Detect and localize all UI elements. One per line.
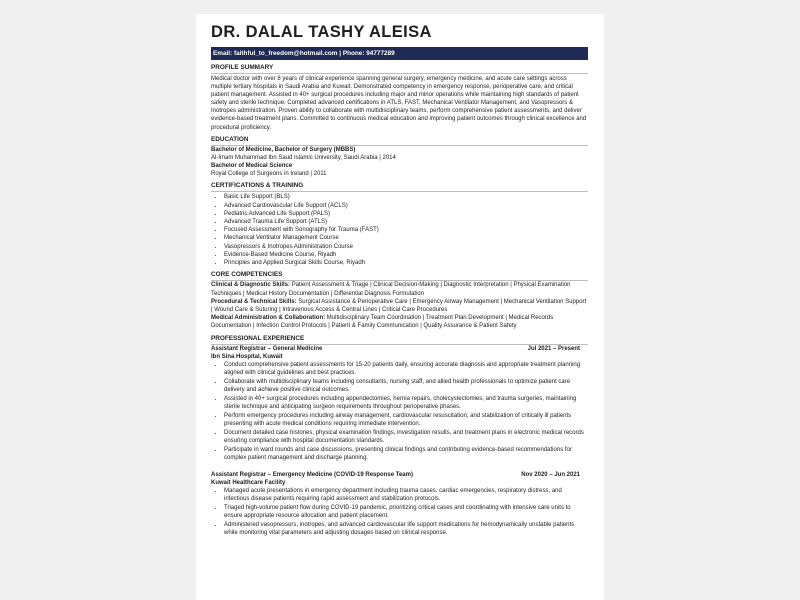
section-heading-education: EDUCATION <box>211 136 588 146</box>
certification-item: • Advanced Trauma Life Support (ATLS) <box>224 218 588 226</box>
job-title: Assistant Registrar – General Medicine <box>211 345 323 352</box>
certification-item: • Mechanical Ventilator Management Course <box>224 234 588 242</box>
section-heading-experience: PROFESSIONAL EXPERIENCE <box>211 335 588 345</box>
job-bullets <box>211 362 588 463</box>
job-bullet: • Participate in ward rounds and case discussions, presenting clinical findings and contributing evidence-based recommendations for complex patient management and discharge planning. <box>224 447 588 463</box>
certification-item: • Vasopressors & Inotropes Administration Course <box>224 243 588 251</box>
job-employer: Kuwait Healthcare Facility <box>211 479 286 486</box>
job-dates: Jul 2021 – Present <box>527 345 580 352</box>
competency-group <box>211 314 588 330</box>
job-bullet: • Perform emergency procedures including airway management, cardiovascular resuscitation, and stabilization of critically ill patients presenting with acute medical conditions requiring immediate intervention. <box>224 413 588 429</box>
job-bullet: • Assisted in 40+ surgical procedures including appendectomies, hernia repairs, cholecystectomies, and trauma surgeries, maintaining sterile technique and anticipating surgeon requirements throughout perioperative phases. <box>224 396 588 412</box>
job-bullet: • Administered vasopressors, inotropes, and advanced cardiovascular life support medications for hemodynamically unstable patients while monitoring vital parameters and adjusting dosages based on clinical response. <box>224 522 588 538</box>
competency-text: Multidisciplinary Team Coordination | Treatment Plan Development | Medical Records Documentation | Infection Control Protocols | Patient & Family Communication | Quality Assurance & Patient Safety <box>211 315 554 330</box>
section-heading-summary: PROFILE SUMMARY <box>211 64 588 74</box>
competency-label: Clinical & Diagnostic Skills: <box>211 282 291 289</box>
contact-bar: Email: faithful_to_freedom@hotmail.com | Phone: 94777289 <box>211 47 588 60</box>
job-dates: Nov 2020 – Jun 2021 <box>521 471 580 478</box>
competency-group <box>211 281 588 297</box>
job-bullet: • Document detailed case histories, physical examination findings, investigation results, and treatment plans in electronic medical records ensuring compliance with hospital documentation standards. <box>224 430 588 446</box>
competency-text: Surgical Assistance & Perioperative Care | Emergency Airway Management | Mechanical Ventilation Support | Wound Care & Suturing | Intravenous Access & Central Lines | Critical Care Procedures <box>211 298 587 313</box>
certification-item: • Focused Assessment with Sonography for Trauma (FAST) <box>224 226 588 234</box>
education-degree: Bachelor of Medical Science <box>211 163 293 170</box>
job-bullet: • Collaborate with multidisciplinary teams including consultants, nursing staff, and allied health professionals to optimize patient care delivery and achieve positive clinical outcomes. <box>224 379 588 395</box>
certification-item: • Advanced Cardiovascular Life Support (ACLS) <box>224 202 588 210</box>
competency-text: Patient Assessment & Triage | Clinical Decision-Making | Diagnostic Interpretation | Physical Examination Techniques | Medical History Documentation | Differential Diagnosis Formulation <box>211 282 571 297</box>
competency-group <box>211 298 588 314</box>
certifications-list <box>211 193 588 267</box>
certification-item: • Principles and Applied Surgical Skills Course, Riyadh <box>224 259 588 267</box>
job-header <box>211 345 588 353</box>
job-title: Assistant Registrar – Emergency Medicine (COVID-19 Response Team) <box>211 471 413 478</box>
profile-summary: Medical doctor with over 8 years of clinical experience spanning general surgery, emergency medicine, and acute care settings across multiple tertiary hospitals in Saudi Arabia and Kuwait. Demonstrated competency in emergency response, perioperative care, and critical patient management. Assisted in 40+ surgical procedures including major and minor operations while maintaining high standards of patient safety and sterile technique. Completed advanced certifications in ATLS, FAST, Mechanical Ventilator Management, and Vasopressors & Inotropes administration. Proven ability to collaborate with multidisciplinary teams, perform comprehensive patient assessments, and deliver evidence-based treatment plans. Committed to continuous medical education and improving patient outcomes through clinical excellence and procedural proficiency. <box>211 76 587 131</box>
resume-page <box>196 14 604 600</box>
job-employer: Ibn Sina Hospital, Kuwait <box>211 353 283 360</box>
resume-content <box>211 20 588 539</box>
job-bullets <box>211 488 588 538</box>
certification-item: • Pediatric Advanced Life Support (PALS) <box>224 210 588 218</box>
job-bullet: • Triaged high-volume patient flow during COVID-19 pandemic, prioritizing critical cases and coordinating with intensive care units to ensure appropriate resource allocation and patient placement. <box>224 505 588 521</box>
certification-item: • Basic Life Support (BLS) <box>224 193 588 201</box>
section-heading-certifications: CERTIFICATIONS & TRAINING <box>211 182 588 192</box>
education-school: Al-Imam Muhammad Ibn Saud Islamic University, Saudi Arabia | 2014 <box>211 154 396 161</box>
job-bullet: • Conduct comprehensive patient assessments for 15-20 patients daily, ensuring accurate diagnosis and appropriate treatment planning aligned with clinical guidelines and best practices. <box>224 362 588 378</box>
section-heading-competencies: CORE COMPETENCIES <box>211 271 588 281</box>
job-header <box>211 471 588 479</box>
competency-label: Medical Administration & Collaboration: <box>211 315 326 322</box>
education-degree: Bachelor of Medicine, Bachelor of Surgery (MBBS) <box>211 146 356 153</box>
education-school: Royal College of Surgeons in Ireland | 2011 <box>211 171 327 178</box>
certification-item: • Evidence-Based Medicine Course, Riyadh <box>224 251 588 259</box>
job-bullet: • Managed acute presentations in emergency department including trauma cases, cardiac emergencies, respiratory distress, and infectious disease patients requiring rapid assessment and stabilization protocols. <box>224 488 588 504</box>
candidate-name: DR. DALAL TASHY ALEISA <box>211 23 432 41</box>
competency-label: Procedural & Technical Skills: <box>211 298 297 305</box>
